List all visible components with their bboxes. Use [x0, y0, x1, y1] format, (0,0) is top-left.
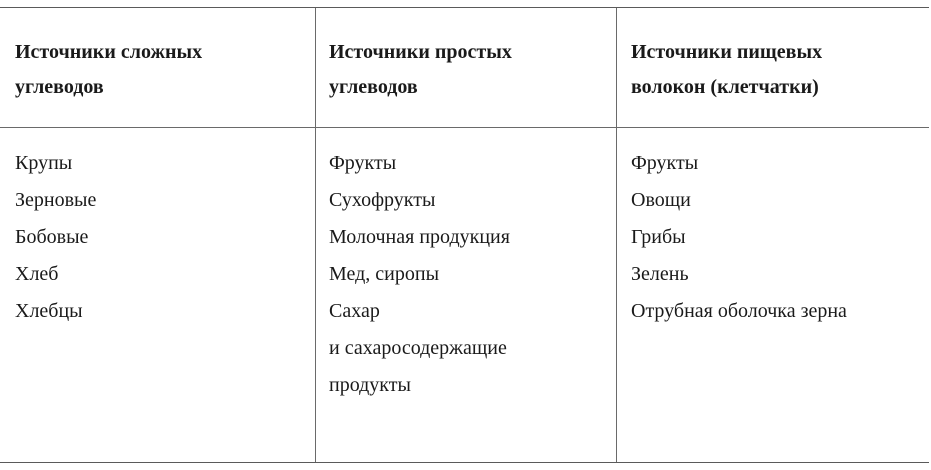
header-line: углеводов: [329, 76, 418, 98]
list-item: Зерновые: [15, 189, 97, 211]
list-item: Мед, сиропы: [329, 263, 440, 285]
list-item: Бобовые: [15, 226, 89, 248]
header-simple-carbs: [329, 35, 512, 105]
list-item: Грибы: [631, 226, 686, 248]
list-item: Хлебцы: [15, 300, 83, 322]
list-item: Молочная продукция: [329, 226, 510, 248]
list-item: Сухофрукты: [329, 189, 436, 211]
list-item: Хлеб: [15, 263, 59, 285]
list-item: Зелень: [631, 263, 689, 285]
list-item: Фрукты: [329, 152, 397, 174]
header-line: Источники простых: [329, 41, 512, 63]
list-item: Сахар: [329, 300, 380, 322]
carbohydrate-sources-table: [0, 7, 929, 463]
column-divider-1: [315, 8, 316, 462]
list-item: и сахаросодержащие: [329, 337, 507, 359]
header-complex-carbs: [15, 35, 202, 105]
column-simple-carbs: [329, 145, 510, 404]
list-item: продукты: [329, 374, 411, 396]
column-dietary-fiber: [631, 145, 847, 330]
header-line: Источники пищевых: [631, 41, 823, 63]
header-line: углеводов: [15, 76, 104, 98]
header-line: Источники сложных: [15, 41, 203, 63]
list-item: Отрубная оболочка зерна: [631, 300, 847, 322]
column-divider-2: [616, 8, 617, 462]
column-complex-carbs: [15, 145, 96, 330]
list-item: Крупы: [15, 152, 73, 174]
header-dietary-fiber: [631, 35, 822, 105]
list-item: Фрукты: [631, 152, 699, 174]
header-divider: [0, 127, 929, 128]
list-item: Овощи: [631, 189, 691, 211]
header-line: волокон (клетчатки): [631, 76, 819, 98]
